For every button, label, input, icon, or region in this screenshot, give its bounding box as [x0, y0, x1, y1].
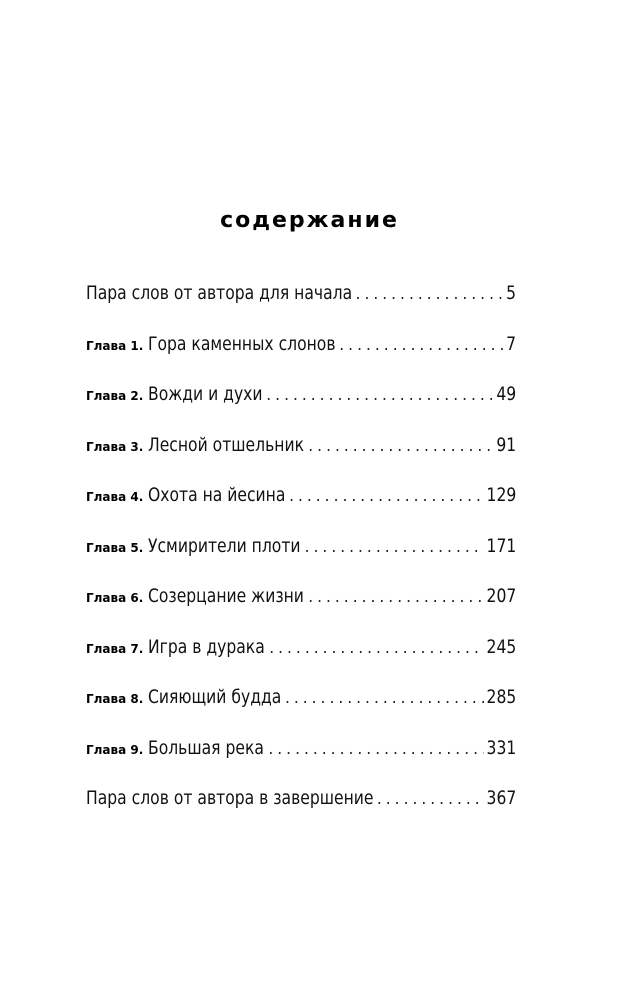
toc-entry-chapter-7 — [86, 636, 516, 687]
dot-leader — [265, 389, 494, 405]
dot-leader — [338, 339, 504, 355]
toc-entry-chapter-5 — [86, 535, 516, 586]
toc-page-number: 129 — [486, 484, 516, 506]
dot-leader — [267, 743, 484, 759]
toc-entry-title: Охота на йесина — [148, 484, 286, 506]
toc-entry-chapter-1 — [86, 333, 516, 384]
toc-entry-chapter-8 — [86, 686, 516, 737]
dot-leader — [306, 591, 484, 607]
toc-page-number: 49 — [496, 383, 516, 405]
toc-page-number: 91 — [496, 433, 516, 456]
chapter-label: Глава 2. — [86, 389, 144, 403]
toc-heading: содержание — [220, 208, 399, 233]
dot-leader — [267, 642, 484, 658]
toc-entry-title: Пара слов от автора для начала — [86, 282, 353, 304]
toc-entry-title: Вожди и духи — [148, 383, 263, 405]
chapter-label: Глава 6. — [86, 591, 144, 605]
toc-entry-preface — [86, 282, 516, 333]
chapter-label: Глава 3. — [86, 439, 144, 454]
toc-entry-title: Пара слов от автора в завершение — [86, 787, 374, 809]
dot-leader — [354, 288, 504, 304]
chapter-label: Глава 4. — [86, 490, 144, 504]
toc-entry-chapter-3 — [86, 434, 516, 485]
toc-entry-chapter-6 — [86, 585, 516, 636]
toc-entry-title: Гора каменных слонов — [148, 332, 336, 355]
toc-list — [86, 282, 516, 838]
toc-entry-title: Сияющий будда — [148, 686, 282, 708]
toc-entry-afterword — [86, 787, 516, 838]
chapter-label: Глава 1. — [86, 338, 144, 353]
chapter-label: Глава 9. — [86, 742, 144, 757]
dot-leader — [303, 541, 484, 557]
toc-entry-title: Усмирители плоти — [148, 534, 301, 557]
toc-page-number: 171 — [486, 534, 516, 557]
toc-page-number: 5 — [506, 282, 516, 304]
toc-entry-chapter-9 — [86, 737, 516, 788]
chapter-label: Глава 7. — [86, 641, 144, 656]
dot-leader — [375, 793, 484, 809]
toc-entry-chapter-4 — [86, 484, 516, 535]
toc-entry-chapter-2 — [86, 383, 516, 434]
toc-page-number: 245 — [486, 635, 516, 658]
dot-leader — [307, 440, 494, 456]
toc-entry-title: Лесной отшельник — [148, 433, 305, 456]
toc-page-number: 331 — [486, 736, 516, 759]
toc-entry-title: Большая река — [148, 736, 265, 759]
chapter-label: Глава 5. — [86, 540, 144, 555]
toc-page-number: 285 — [486, 686, 516, 708]
toc-page-number: 367 — [486, 787, 516, 809]
chapter-label: Глава 8. — [86, 692, 144, 706]
dot-leader — [287, 490, 484, 506]
toc-page-number: 207 — [486, 585, 516, 607]
toc-entry-title: Созерцание жизни — [148, 585, 305, 607]
toc-entry-title: Игра в дурака — [148, 635, 266, 658]
toc-page-number: 7 — [506, 332, 516, 355]
dot-leader — [283, 692, 484, 708]
